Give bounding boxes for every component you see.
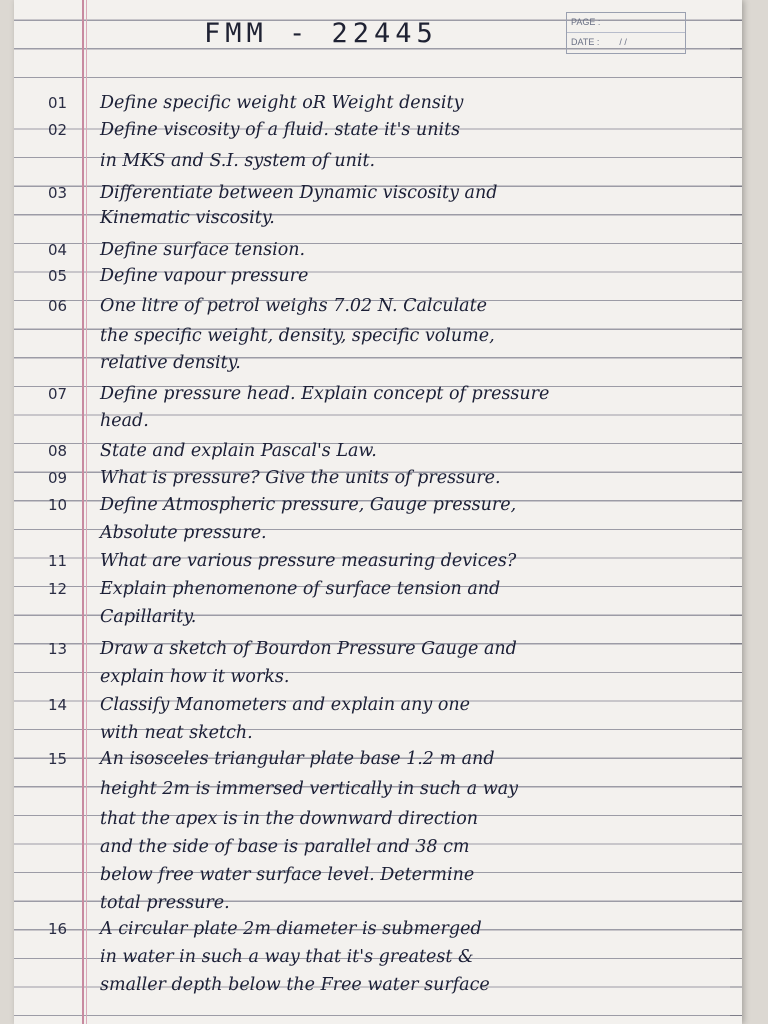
question-text: total pressure. [100, 893, 230, 913]
question-line [48, 237, 305, 263]
question-text: Define surface tension. [100, 240, 306, 260]
question-line [48, 834, 469, 860]
question-line [48, 465, 501, 491]
question-line [48, 776, 518, 802]
question-number: 15 [48, 750, 68, 768]
question-text: Define pressure head. Explain concept of pressure [100, 384, 550, 404]
question-text: height 2m is immersed vertically in such a way [100, 779, 519, 799]
question-text: with neat sketch. [100, 723, 253, 743]
question-text: A circular plate 2m diameter is submerged [100, 919, 482, 939]
question-text: head. [100, 411, 149, 431]
date-field [567, 32, 685, 52]
question-number: 09 [48, 469, 68, 487]
question-number: 06 [48, 297, 68, 315]
question-line [48, 692, 470, 718]
question-line [48, 890, 230, 916]
question-text: Absolute pressure. [100, 523, 267, 543]
question-line [48, 350, 241, 376]
question-line [48, 90, 463, 116]
question-line [48, 806, 478, 832]
question-text: One litre of petrol weighs 7.02 N. Calculate [100, 296, 487, 316]
question-text: relative density. [100, 353, 241, 373]
question-number: 08 [48, 442, 68, 460]
question-number: 04 [48, 241, 68, 259]
question-text: Explain phenomenone of surface tension and [100, 579, 501, 599]
date-label: DATE : [571, 37, 600, 47]
question-line [48, 408, 149, 434]
question-number: 02 [48, 121, 68, 139]
question-line [48, 944, 474, 970]
question-line [48, 180, 497, 206]
question-line [48, 604, 196, 630]
question-number: 03 [48, 184, 68, 202]
question-number: 11 [48, 552, 68, 570]
question-number: 16 [48, 920, 68, 938]
date-value: / / [619, 37, 627, 47]
page-edge [730, 0, 742, 1024]
question-line [48, 664, 289, 690]
question-text: and the side of base is parallel and 38 cm [100, 837, 470, 857]
question-text: What is pressure? Give the units of pressure. [100, 468, 501, 488]
question-number: 10 [48, 496, 68, 514]
question-line [48, 438, 377, 464]
question-text: that the apex is in the downward direction [100, 809, 479, 829]
question-line [48, 548, 516, 574]
question-text: Differentiate between Dynamic viscosity and [100, 183, 498, 203]
question-line [48, 323, 495, 349]
question-number: 01 [48, 94, 68, 112]
question-text: Define specific weight oR Weight density [100, 93, 464, 113]
question-text: Capillarity. [100, 607, 197, 627]
page-date-box [566, 12, 686, 54]
question-line [48, 576, 500, 602]
question-text: Define viscosity of a fluid. state it's units [100, 120, 461, 140]
question-text: What are various pressure measuring devices? [100, 551, 517, 571]
question-line [48, 720, 253, 746]
question-text: State and explain Pascal's Law. [100, 441, 377, 461]
page-field [567, 13, 685, 32]
question-number: 05 [48, 267, 68, 285]
question-text: Define Atmospheric pressure, Gauge pressure, [100, 495, 517, 515]
question-line [48, 381, 549, 407]
question-text: below free water surface level. Determine [100, 865, 475, 885]
question-line [48, 492, 516, 518]
question-number: 07 [48, 385, 68, 403]
question-line [48, 636, 517, 662]
question-line [48, 205, 275, 231]
question-text: Draw a sketch of Bourdon Pressure Gauge and [100, 639, 517, 659]
question-text: An isosceles triangular plate base 1.2 m and [100, 749, 495, 769]
question-number: 13 [48, 640, 68, 658]
page-title: FMM - 22445 [204, 18, 438, 49]
notebook-page [14, 0, 742, 1024]
question-line [48, 148, 375, 174]
question-line [48, 263, 308, 289]
question-line [48, 117, 460, 143]
question-text: Kinematic viscosity. [100, 208, 275, 228]
question-text: in water in such a way that it's greatest & [100, 947, 474, 967]
question-line [48, 862, 474, 888]
question-text: the specific weight, density, specific volume, [100, 326, 495, 346]
question-number: 12 [48, 580, 68, 598]
question-text: smaller depth below the Free water surface [100, 975, 490, 995]
question-text: Classify Manometers and explain any one [100, 695, 470, 715]
question-text: in MKS and S.I. system of unit. [100, 151, 376, 171]
question-line [48, 746, 495, 772]
question-line [48, 520, 267, 546]
question-line [48, 916, 482, 942]
question-text: explain how it works. [100, 667, 290, 687]
question-text: Define vapour pressure [100, 266, 309, 286]
page-label: PAGE : [571, 17, 601, 27]
question-line [48, 972, 490, 998]
question-number: 14 [48, 696, 68, 714]
question-line [48, 293, 487, 319]
